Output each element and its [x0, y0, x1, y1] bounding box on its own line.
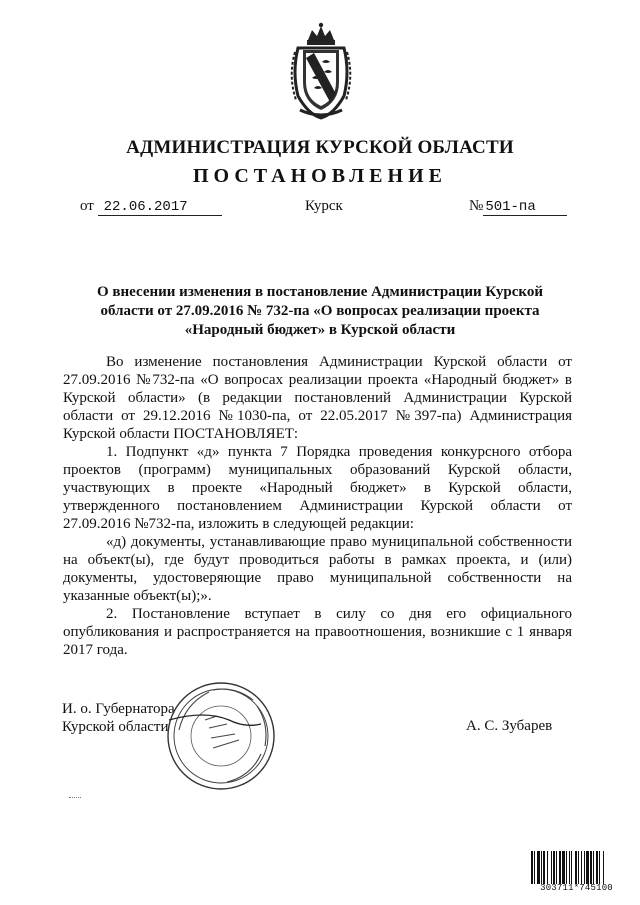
document-subject	[80, 283, 560, 340]
document-number	[469, 198, 567, 216]
margin-mark	[69, 797, 81, 798]
organization-name: АДМИНИСТРАЦИЯ КУРСКОЙ ОБЛАСТИ	[126, 137, 514, 158]
subject-line: области от 27.09.2016 № 732-па «О вопросах реализации проекта	[100, 303, 540, 319]
body-paragraph: Во изменение постановления Администрации Курской области от 27.09.2016 №732-па «О вопросах реализации проекта «Народный бюджет» в Курской области» (в редакции постановлений Администрации Курской области от 29.12.2016 №1030-па, от 22.05.2017 №397-па) Администрация Курской области ПОСТАНОВЛЯЕТ:	[63, 354, 572, 442]
number-value: 501-па	[483, 199, 567, 216]
document-body	[63, 353, 572, 659]
coat-of-arms-icon	[288, 22, 354, 120]
document-type: ПОСТАНОВЛЕНИЕ	[193, 165, 447, 187]
seal-stamp	[165, 680, 277, 792]
subject-line: О внесении изменения в постановление Администрации Курской	[97, 284, 543, 300]
body-paragraph: 2. Постановление вступает в силу со дня его официального опубликования и распространяется на правоотношения, возникшие с 1 января 2017 года.	[63, 606, 572, 658]
signatory-title-line: И. о. Губернатора	[62, 701, 175, 717]
signatory-title-line: Курской области	[62, 719, 169, 735]
barcode-number: 303711*745100	[540, 883, 613, 893]
subject-line: «Народный бюджет» в Курской области	[184, 322, 456, 338]
date-prefix: от	[80, 198, 94, 214]
body-paragraph: 1. Подпункт «д» пункта 7 Порядка проведения конкурсного отбора проектов (программ) муниципальных образований Курской области, участвующих в проекте «Народный бюджет» в Курской области, утвержденного постановлением Администрации Курской области от 27.09.2016 №732-па, изложить в следующей редакции:	[63, 444, 572, 532]
barcode	[530, 851, 623, 895]
date-value: 22.06.2017	[98, 199, 222, 216]
barcode-bars-icon	[530, 851, 623, 884]
body-paragraph: «д) документы, устанавливающие право муниципальной собственности на объект(ы), где будут проводиться работы в рамках проекта, и (или) документы, удостоверяющие право муниципальной собственности на указанные объект(ы);».	[63, 534, 572, 604]
document-date	[80, 198, 222, 216]
signatory-title	[62, 700, 175, 736]
signatory-name: А. С. Зубарев	[466, 718, 553, 734]
city: Курск	[305, 198, 343, 214]
number-prefix: №	[469, 198, 484, 214]
